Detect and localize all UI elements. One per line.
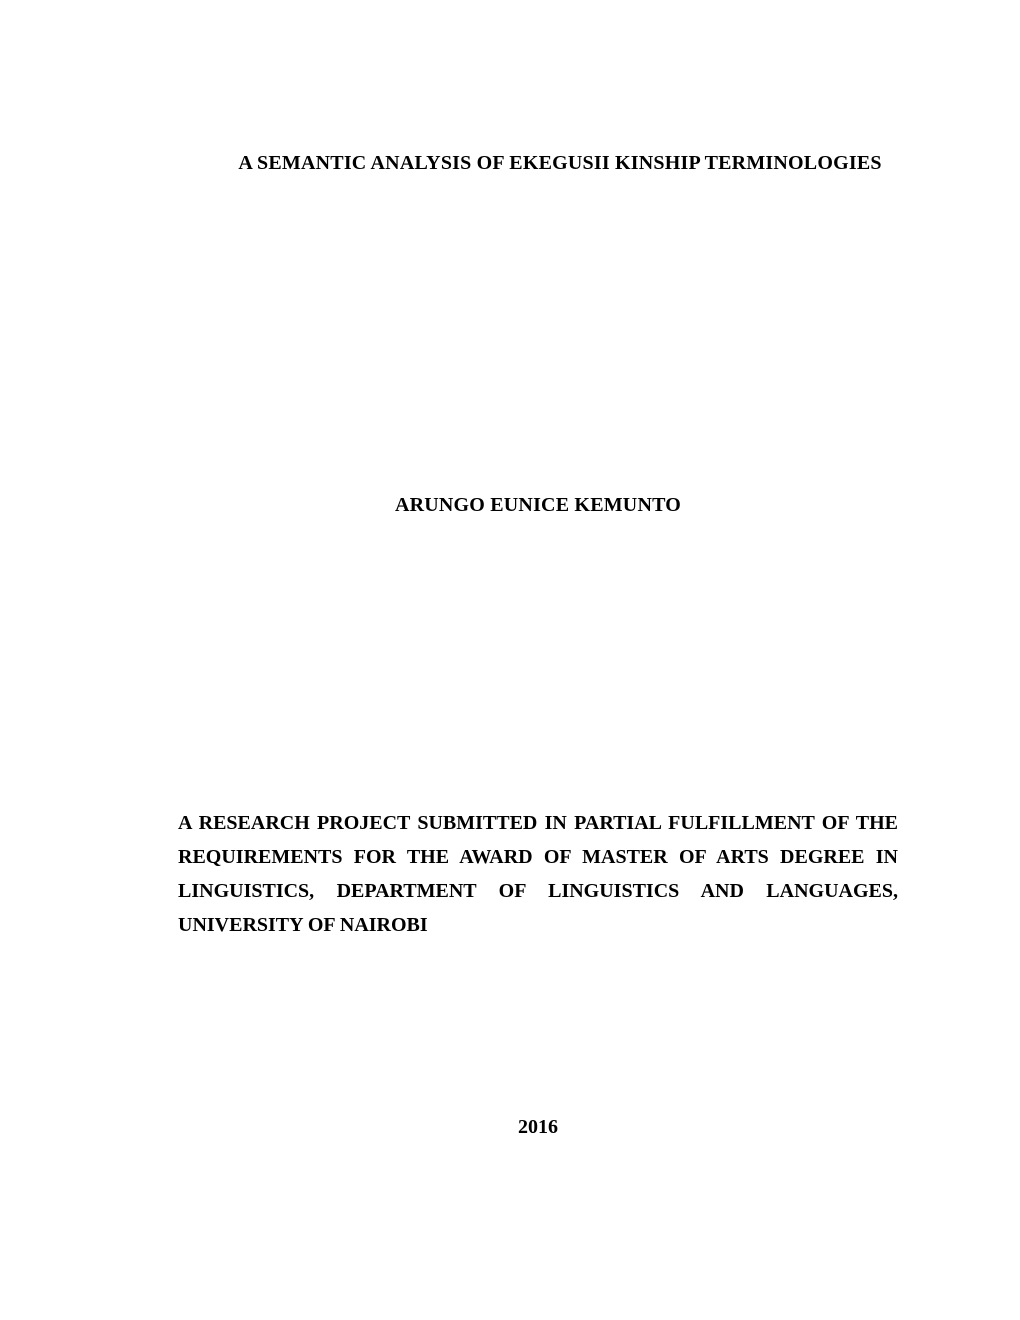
publication-year: 2016	[518, 1116, 558, 1138]
author-name: ARUNGO EUNICE KEMUNTO	[394, 494, 682, 516]
document-title: A SEMANTIC ANALYSIS OF EKEGUSII KINSHIP TERMINOLOGIES	[238, 152, 882, 174]
statement-line-2: REQUIREMENTS FOR THE AWARD OF MASTER OF ARTS DEGREE IN	[178, 846, 898, 868]
statement-line-3: LINGUISTICS, DEPARTMENT OF LINGUISTICS AND LANGUAGES,	[178, 880, 898, 902]
statement-line-1: A RESEARCH PROJECT SUBMITTED IN PARTIAL FULFILLMENT OF THE	[178, 812, 898, 834]
statement-line-4: UNIVERSITY OF NAIROBI	[178, 914, 428, 936]
submission-statement	[178, 806, 898, 942]
